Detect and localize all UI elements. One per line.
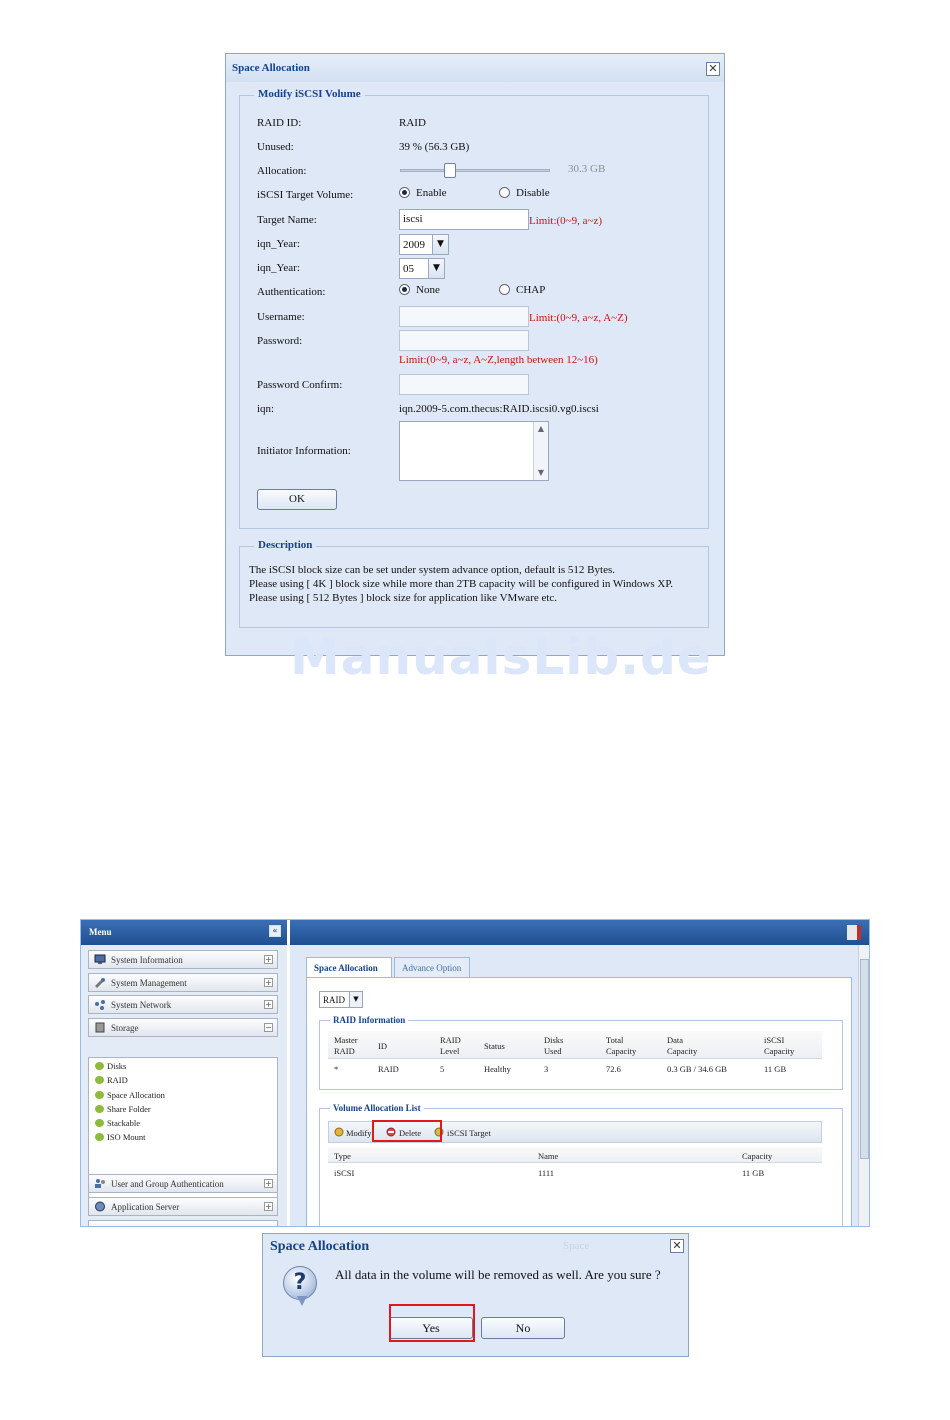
chevron-down-icon[interactable]: ▼ <box>428 259 444 278</box>
password-confirm-label: Password Confirm: <box>257 379 343 391</box>
col-iscsi-capacity[interactable]: iSCSI Capacity <box>764 1035 795 1056</box>
password-label: Password: <box>257 335 303 347</box>
target-volume-label: iSCSI Target Volume: <box>257 189 354 201</box>
close-icon[interactable]: ✕ <box>706 62 720 76</box>
volume-allocation-title: Volume Allocation List <box>330 1103 424 1113</box>
disable-radio[interactable] <box>499 187 510 198</box>
monitor-icon <box>94 954 106 965</box>
submenu-label: ISO Mount <box>107 1132 146 1142</box>
menu-item-storage[interactable] <box>88 1018 278 1037</box>
submenu-item-space-allocation[interactable] <box>95 1090 165 1100</box>
cell-data-capacity: 0.3 GB / 34.6 GB <box>667 1064 727 1074</box>
collapse-icon[interactable]: − <box>265 1023 272 1032</box>
password-limit: Limit:(0~9, a~z, A~Z,length between 12~16) <box>399 354 598 366</box>
expand-icon[interactable]: + <box>265 1179 272 1188</box>
chevron-down-icon[interactable]: ▼ <box>432 235 448 254</box>
cell-capacity[interactable]: 11 GB <box>742 1168 765 1178</box>
confirm-message: All data in the volume will be removed as well. Are you sure ? <box>335 1267 661 1282</box>
menu-header <box>81 920 287 945</box>
delete-highlight <box>372 1120 442 1142</box>
admin-console <box>80 919 870 1227</box>
cell-raid-level: 5 <box>440 1064 445 1074</box>
modify-button[interactable]: Modify <box>346 1128 372 1138</box>
submenu-item-share-folder[interactable] <box>95 1104 151 1114</box>
yes-highlight <box>389 1304 475 1342</box>
submenu-label: RAID <box>107 1075 128 1085</box>
col-raid-level[interactable]: RAID Level <box>440 1035 461 1056</box>
raid-table-header <box>328 1031 822 1059</box>
password-confirm-input[interactable] <box>399 374 529 395</box>
raid-select[interactable] <box>319 991 363 1008</box>
textarea-scrollbar[interactable] <box>533 422 548 480</box>
close-icon[interactable]: ✕ <box>670 1239 684 1253</box>
iqn-year-select[interactable] <box>399 234 449 255</box>
tab-space-allocation[interactable]: Space Allocation <box>306 957 392 977</box>
description-line: Please using [ 4K ] block size while more than 2TB capacity will be configured in Windows XP. <box>249 578 673 590</box>
username-label: Username: <box>257 311 305 323</box>
cell-id: RAID <box>378 1064 399 1074</box>
collapse-icon[interactable]: « <box>269 925 281 937</box>
tools-icon <box>94 977 106 988</box>
background-ghost-text: Space <box>563 1240 590 1252</box>
col-capacity[interactable]: Capacity <box>742 1151 773 1161</box>
menu-title: Menu <box>89 927 112 937</box>
submenu-label: Stackable <box>107 1118 141 1128</box>
raid-id-value: RAID <box>399 117 426 129</box>
col-name[interactable]: Name <box>538 1151 559 1161</box>
target-name-input[interactable]: iscsi <box>399 209 529 230</box>
database-icon <box>95 1076 104 1084</box>
col-id[interactable]: ID <box>378 1041 387 1051</box>
menu-panel <box>81 945 287 1227</box>
iqn-year-label: iqn_Year: <box>257 238 300 250</box>
expand-icon[interactable]: + <box>265 978 272 987</box>
target-name-label: Target Name: <box>257 214 317 226</box>
dialog-title: Space Allocation <box>232 62 310 74</box>
database-icon <box>95 1062 104 1070</box>
enable-label: Enable <box>416 187 447 199</box>
submenu-item-raid[interactable] <box>95 1075 128 1085</box>
network-icon <box>94 999 106 1010</box>
auth-none-label: None <box>416 284 440 296</box>
users-icon <box>94 1178 106 1189</box>
menu-item-label: System Information <box>111 955 183 965</box>
iqn-value: iqn.2009-5.com.thecus:RAID.iscsi0.vg0.iscsi <box>399 403 599 415</box>
auth-none-radio[interactable] <box>399 284 410 295</box>
iqn-label: iqn: <box>257 403 275 415</box>
raid-id-label: RAID ID: <box>257 117 302 129</box>
menu-item-label: System Management <box>111 978 187 988</box>
app-server-icon <box>94 1201 106 1212</box>
password-input[interactable] <box>399 330 529 351</box>
menu-item-label: System Network <box>111 1000 172 1010</box>
unused-label: Unused: <box>257 141 294 153</box>
confirm-dialog <box>262 1233 689 1357</box>
raid-information-title: RAID Information <box>330 1015 408 1025</box>
cell-status: Healthy <box>484 1064 511 1074</box>
watermark: ManualsLib.de <box>290 628 712 686</box>
expand-icon[interactable]: + <box>265 1202 272 1211</box>
iqn-year-value: 2009 <box>403 239 425 251</box>
username-limit: Limit:(0~9, a~z, A~Z) <box>529 312 628 324</box>
col-master-raid[interactable]: Master RAID <box>334 1035 358 1056</box>
menu-item-more[interactable] <box>88 1220 278 1227</box>
expand-icon[interactable]: + <box>265 1000 272 1009</box>
tab-content <box>306 977 852 1227</box>
iqn-month-label: iqn_Year: <box>257 262 300 274</box>
cell-name[interactable]: 1111 <box>538 1168 555 1178</box>
username-input[interactable] <box>399 306 529 327</box>
submenu-item-stackable[interactable] <box>95 1118 140 1128</box>
description-line: The iSCSI block size can be set under system advance option, default is 512 Bytes. <box>249 564 615 576</box>
volume-allocation-panel <box>319 1103 843 1227</box>
tab-advance-option[interactable]: Advance Option <box>394 957 470 977</box>
target-name-limit: Limit:(0~9, a~z) <box>529 215 602 227</box>
menu-item-label: Storage <box>111 1023 139 1033</box>
scroll-down-icon[interactable]: ▼ <box>537 468 545 477</box>
authentication-label: Authentication: <box>257 286 326 298</box>
database-icon <box>95 1133 104 1141</box>
allocation-label: Allocation: <box>257 165 307 177</box>
modify-icon <box>334 1127 344 1137</box>
submenu-item-iso-mount[interactable] <box>95 1132 146 1142</box>
question-icon-tail <box>297 1296 307 1306</box>
cell-disks-used: 3 <box>544 1064 549 1074</box>
col-status[interactable]: Status <box>484 1041 505 1051</box>
menu-item-system-information[interactable] <box>88 950 278 969</box>
section-title: Modify iSCSI Volume <box>254 88 365 100</box>
initiator-label: Initiator Information: <box>257 445 351 457</box>
col-disks-used[interactable]: Disks Used <box>544 1035 564 1056</box>
auth-chap-label: CHAP <box>516 284 546 296</box>
allocation-slider-track[interactable] <box>400 169 550 172</box>
no-button[interactable]: No <box>481 1317 565 1339</box>
main-scrollbar[interactable] <box>858 945 870 1227</box>
iqn-month-value: 05 <box>403 263 414 275</box>
main-header <box>290 920 870 945</box>
storage-icon <box>94 1022 106 1033</box>
description-text <box>249 563 673 605</box>
menu-item-system-network[interactable] <box>88 995 278 1014</box>
auth-chap-radio[interactable] <box>499 284 510 295</box>
submenu-label: Space Allocation <box>107 1090 165 1100</box>
iqn-month-select[interactable] <box>399 258 445 279</box>
database-icon <box>95 1091 104 1099</box>
submenu-label: Disks <box>107 1061 127 1071</box>
disable-label: Disable <box>516 187 550 199</box>
menu-item-label: User and Group Authentication <box>111 1179 224 1189</box>
menu-item-user-group-auth[interactable] <box>88 1174 278 1193</box>
confirm-title: Space Allocation <box>270 1239 370 1254</box>
expand-icon[interactable]: + <box>265 955 272 964</box>
menu-item-system-management[interactable] <box>88 973 278 992</box>
col-data-capacity[interactable]: Data Capacity <box>667 1035 698 1056</box>
database-icon <box>95 1119 104 1127</box>
question-icon: ? <box>283 1266 317 1300</box>
delete-button[interactable]: Delete <box>399 1128 422 1138</box>
submenu-label: Share Folder <box>107 1104 151 1114</box>
yes-button[interactable]: Yes <box>389 1317 473 1339</box>
dialog-titlebar[interactable] <box>226 54 724 82</box>
allocation-slider-handle[interactable] <box>444 163 456 178</box>
chevron-down-icon[interactable]: ▼ <box>349 992 362 1007</box>
description-title: Description <box>254 539 316 551</box>
iscsi-target-button[interactable]: iSCSI Target <box>447 1128 491 1138</box>
ok-button[interactable]: OK <box>257 489 337 510</box>
col-total-capacity[interactable]: Total Capacity <box>606 1035 637 1056</box>
enable-radio[interactable] <box>399 187 410 198</box>
database-icon <box>95 1105 104 1113</box>
submenu-item-disks[interactable] <box>95 1061 126 1071</box>
menu-item-application-server[interactable] <box>88 1197 278 1216</box>
col-type[interactable]: Type <box>334 1151 351 1161</box>
cell-master-raid: * <box>334 1064 339 1074</box>
main-panel <box>290 945 870 1227</box>
cell-iscsi-capacity: 11 GB <box>764 1064 787 1074</box>
initiator-textarea[interactable] <box>399 421 549 481</box>
unused-value: 39 % (56.3 GB) <box>399 141 470 153</box>
cell-total-capacity: 72.6 <box>606 1064 621 1074</box>
raid-select-value: RAID <box>323 995 345 1005</box>
logout-icon[interactable] <box>847 925 861 940</box>
menu-item-label: Application Server <box>111 1202 180 1212</box>
scroll-up-icon[interactable]: ▲ <box>537 424 545 433</box>
raid-information-panel <box>319 1015 843 1090</box>
description-line: Please using [ 512 Bytes ] block size for application like VMware etc. <box>249 592 558 604</box>
cell-type[interactable]: iSCSI <box>334 1168 355 1178</box>
scrollbar-thumb[interactable] <box>860 959 869 1159</box>
allocation-value: 30.3 GB <box>568 163 606 175</box>
